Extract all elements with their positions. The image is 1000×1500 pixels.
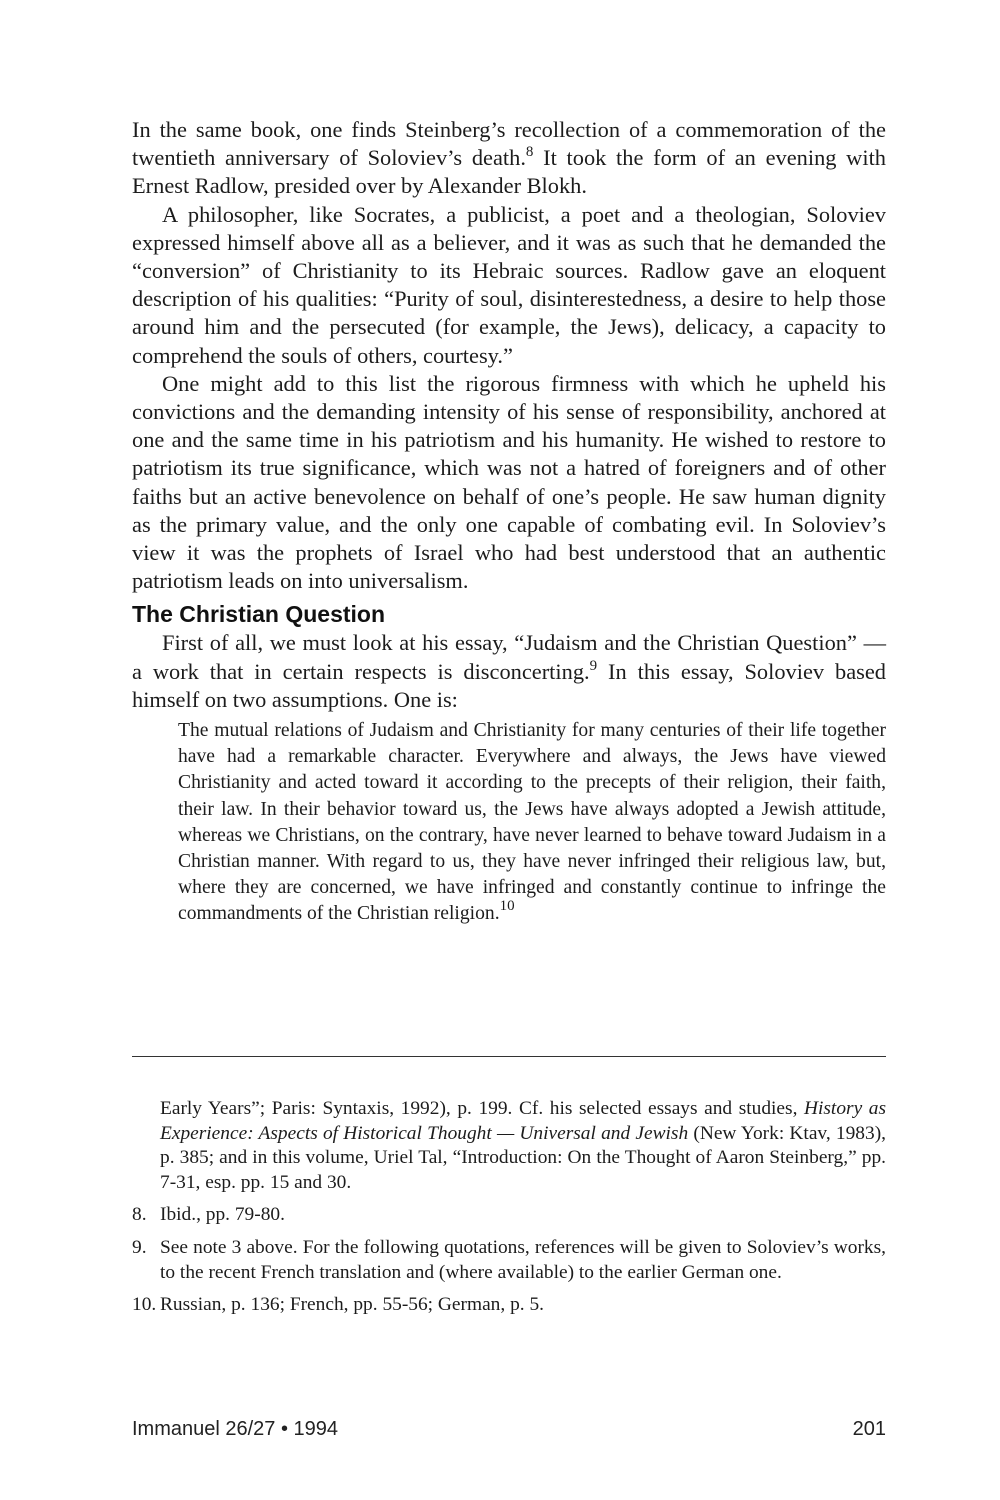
paragraph-4-text: First of all, we must look at his essay, “Judaism and the Christian Question” — a work that in certain respects is disconcerting. — [132, 630, 886, 684]
paragraph-4-text-cont: In this essay, Soloviev based himself on two assumptions. One is: — [132, 658, 886, 712]
journal-citation: Immanuel 26/27 • 1994 — [132, 1418, 339, 1440]
footnote-number: 8. — [132, 1204, 147, 1226]
footnote-ref-10: 10 — [499, 898, 515, 915]
block-quote-text: The mutual relations of Judaism and Christianity for many centuries of their life together have had a remarkable character. Everywhere and always, the Jews have viewed Christianity and acted toward it according to the precepts of their religion, their faith, their law. In their behavior toward us, the Jews have always adopted a Jewish attitude, whereas we Christians, on the contrary, have never learned to behave toward Judaism in a Christian manner. With regard to us, they have never infringed their religious law, but, where they are concerned, we have infringed and constantly continue to infringe the commandments of the Christian religion. — [178, 720, 886, 925]
footnote-text: Ibid., pp. 79-80. — [160, 1204, 285, 1226]
paragraph-2: A philosopher, like Socrates, a publicist, a poet and a theologian, Soloviev expressed himself above all as a believer, and it was as such that he demanded the “conversion” of Christianity to its Hebraic sources. Radlow gave an eloquent description of his qualities: “Purity of soul, disinterestedness, a desire to help those around him and the persecuted (for example, the Jews), delicacy, a capacity to comprehend the souls of others, courtesy.” — [132, 201, 886, 368]
book-title: History as Experience: Aspects of Historical Thought — Universal and Jewish — [160, 1098, 886, 1144]
section-heading: The Christian Question — [132, 601, 386, 628]
paragraph-1 — [132, 116, 886, 201]
footnote-8 — [132, 1203, 886, 1228]
footnote-text: Russian, p. 136; French, pp. 55-56; German, p. 5. — [160, 1294, 544, 1316]
paragraph-1-text-cont: It took the form of an evening with Ernest Radlow, presided over by Alexander Blokh. — [132, 145, 886, 199]
footnote-9 — [132, 1236, 886, 1285]
block-quote — [178, 718, 886, 928]
footnote-text: See note 3 above. For the following quotations, references will be given to Soloviev’s works, to the recent French translation and (where available) to the earlier German one. — [160, 1236, 886, 1283]
footnote-divider — [132, 1056, 886, 1057]
footnote-ref-9: 9 — [589, 657, 598, 674]
main-text — [132, 116, 886, 928]
footnote-number: 9. — [132, 1236, 147, 1258]
footnote-number: 10. — [132, 1294, 157, 1316]
footnotes — [132, 1097, 886, 1326]
paragraph-1-text: In the same book, one finds Steinberg’s recollection of a commemoration of the twentieth anniversary of Soloviev’s death. — [132, 117, 886, 171]
footnote-ref-8: 8 — [525, 144, 534, 161]
footnote-10 — [132, 1293, 886, 1318]
footnote-continuation-text: Early Years”; Paris: Syntaxis, 1992), p. 199. Cf. his selected essays and studies, — [160, 1098, 804, 1119]
paragraph-3: One might add to this list the rigorous firmness with which he upheld his convictions and the demanding intensity of his sense of responsibility, anchored at one and the same time in his patriotism and his humanity. He wished to restore to patriotism its true significance, which was not a hatred of foreigners and of other faiths but an active benevolence on behalf of one’s people. He saw human dignity as the primary value, and the only one capable of combating evil. In Soloviev’s view it was the prophets of Israel who had best understood that an authentic patriotism leads on into universalism. — [132, 370, 886, 594]
page-number: 201 — [852, 1418, 886, 1440]
footnote-continuation — [132, 1097, 886, 1195]
paragraph-4 — [132, 629, 886, 714]
footnote-continuation-text-cont: (New York: Ktav, 1983), p. 385; and in this volume, Uriel Tal, “Introduction: On the Thought of Aaron Steinberg,” pp. 7-31, esp. pp. 15 and 30. — [160, 1122, 886, 1193]
